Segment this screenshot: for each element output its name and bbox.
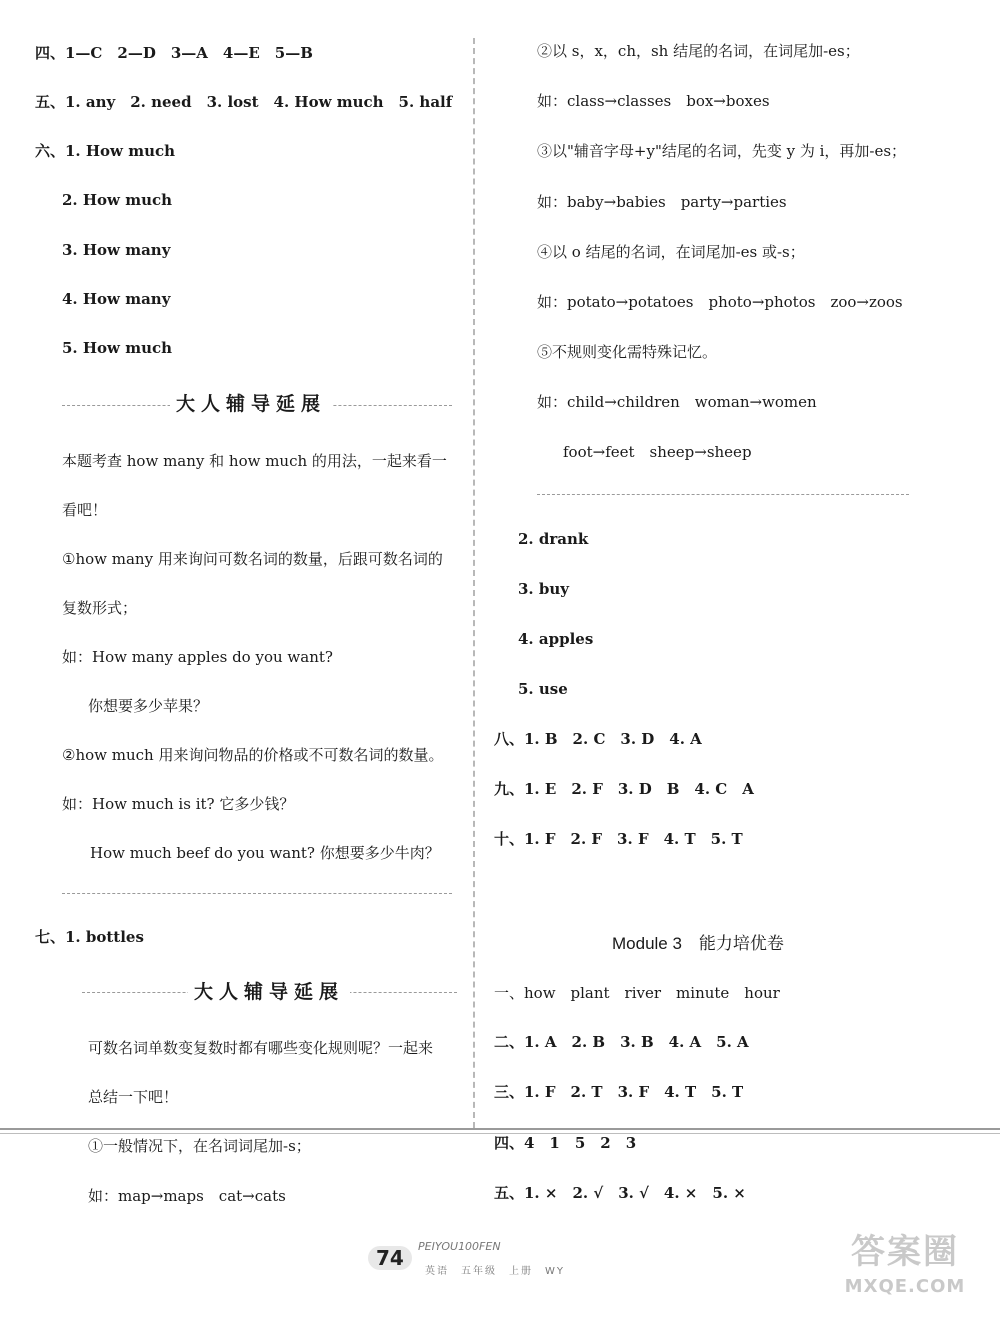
answer-section-7-item-1: 七、1. bottles: [35, 928, 144, 946]
plural-rule-3-example: 如：baby→babies party→parties: [537, 193, 787, 211]
plural-rule-4-example: 如：potato→potatoes photo→photos zoo→zoos: [537, 293, 903, 311]
page-number: 74: [368, 1246, 412, 1270]
plural-rule-5: ⑤不规则变化需特殊记忆。: [537, 343, 718, 361]
bottom-rule: [0, 1128, 1000, 1130]
module-answer-section-3: 三、1. F 2. T 3. F 4. T 5. T: [494, 1083, 744, 1101]
module-answer-section-4: 四、4 1 5 2 3: [494, 1134, 637, 1152]
answer-section-6-item-4: 4. How many: [62, 290, 171, 308]
extension-1-text: 如：How many apples do you want?: [62, 648, 333, 666]
extension-1-text: 本题考查 how many 和 how much 的用法，一起来看一: [62, 452, 447, 470]
extension-1-text: 如：How much is it? 它多少钱？: [62, 795, 295, 813]
brand-logo: PEIYOU100FEN: [418, 1240, 501, 1253]
extension-1-end-rule: [62, 893, 452, 894]
answer-section-6-item-2: 2. How much: [62, 191, 173, 209]
column-divider: [473, 38, 475, 1128]
extension-1-text: How much beef do you want? 你想要多少牛肉？: [90, 844, 440, 862]
extension-1-text: ①how many 用来询问可数名词的数量，后跟可数名词的: [62, 550, 443, 568]
answer-section-8: 八、1. B 2. C 3. D 4. A: [494, 730, 702, 748]
answer-section-9: 九、1. E 2. F 3. D B 4. C A: [494, 780, 754, 798]
extension-2-text: 总结一下吧！: [88, 1088, 179, 1106]
tutor-extension-banner-2: 大人辅导延展: [188, 979, 350, 1005]
extension-2-end-rule: [537, 494, 909, 495]
answer-section-7-item-5: 5. use: [518, 680, 568, 698]
watermark: [820, 1228, 990, 1328]
answer-section-6-item-5: 5. How much: [62, 339, 173, 357]
plural-rule-5-example: foot→feet sheep→sheep: [563, 443, 752, 461]
answer-section-7-item-3: 3. buy: [518, 580, 569, 598]
module-answer-section-5: 五、1. × 2. √ 3. √ 4. × 5. ×: [494, 1184, 746, 1202]
module-answer-section-2: 二、1. A 2. B 3. B 4. A 5. A: [494, 1033, 749, 1051]
extension-1-text: ②how much 用来询问物品的价格或不可数名词的数量。: [62, 746, 444, 764]
extension-1-text: 看吧！: [62, 501, 108, 519]
answer-section-6-item-3: 3. How many: [62, 241, 171, 259]
answer-section-4: 四、1—C 2—D 3—A 4—E 5—B: [35, 44, 313, 62]
module-title: Module 3 能力培优卷: [612, 934, 784, 953]
module-answer-section-1: 一、how plant river minute hour: [494, 984, 780, 1002]
plural-rule-4: ④以 o 结尾的名词，在词尾加-es 或-s；: [537, 243, 805, 261]
answer-section-6-item-1: 六、1. How much: [35, 142, 176, 160]
plural-rule-3: ③以"辅音字母+y"结尾的名词，先变 y 为 i，再加-es；: [537, 142, 907, 160]
watermark-url: MXQE.COM: [844, 1276, 966, 1297]
extension-2-text: 可数名词单数变复数时都有哪些变化规则呢？一起来: [88, 1039, 434, 1057]
plural-rule-5-example: 如：child→children woman→women: [537, 393, 817, 411]
plural-rule-2-example: 如：class→classes box→boxes: [537, 92, 770, 110]
extension-1-text: 你想要多少苹果？: [88, 697, 209, 715]
answer-section-7-item-2: 2. drank: [518, 530, 589, 548]
tutor-extension-banner-1: 大人辅导延展: [170, 391, 332, 417]
book-info: 英语 五年级 上册 WY: [425, 1266, 565, 1277]
answer-section-7-item-4: 4. apples: [518, 630, 594, 648]
extension-2-text: 如：map→maps cat→cats: [88, 1187, 286, 1205]
answer-section-5: 五、1. any 2. need 3. lost 4. How much 5. half: [35, 93, 453, 111]
bottom-rule: [0, 1133, 1000, 1134]
extension-1-text: 复数形式；: [62, 599, 138, 617]
watermark-text: 答案圈: [851, 1232, 959, 1272]
answer-section-10: 十、1. F 2. F 3. F 4. T 5. T: [494, 830, 743, 848]
plural-rule-2: ②以 s，x，ch，sh 结尾的名词，在词尾加-es；: [537, 42, 860, 60]
extension-2-text: ①一般情况下，在名词词尾加-s；: [88, 1137, 311, 1155]
